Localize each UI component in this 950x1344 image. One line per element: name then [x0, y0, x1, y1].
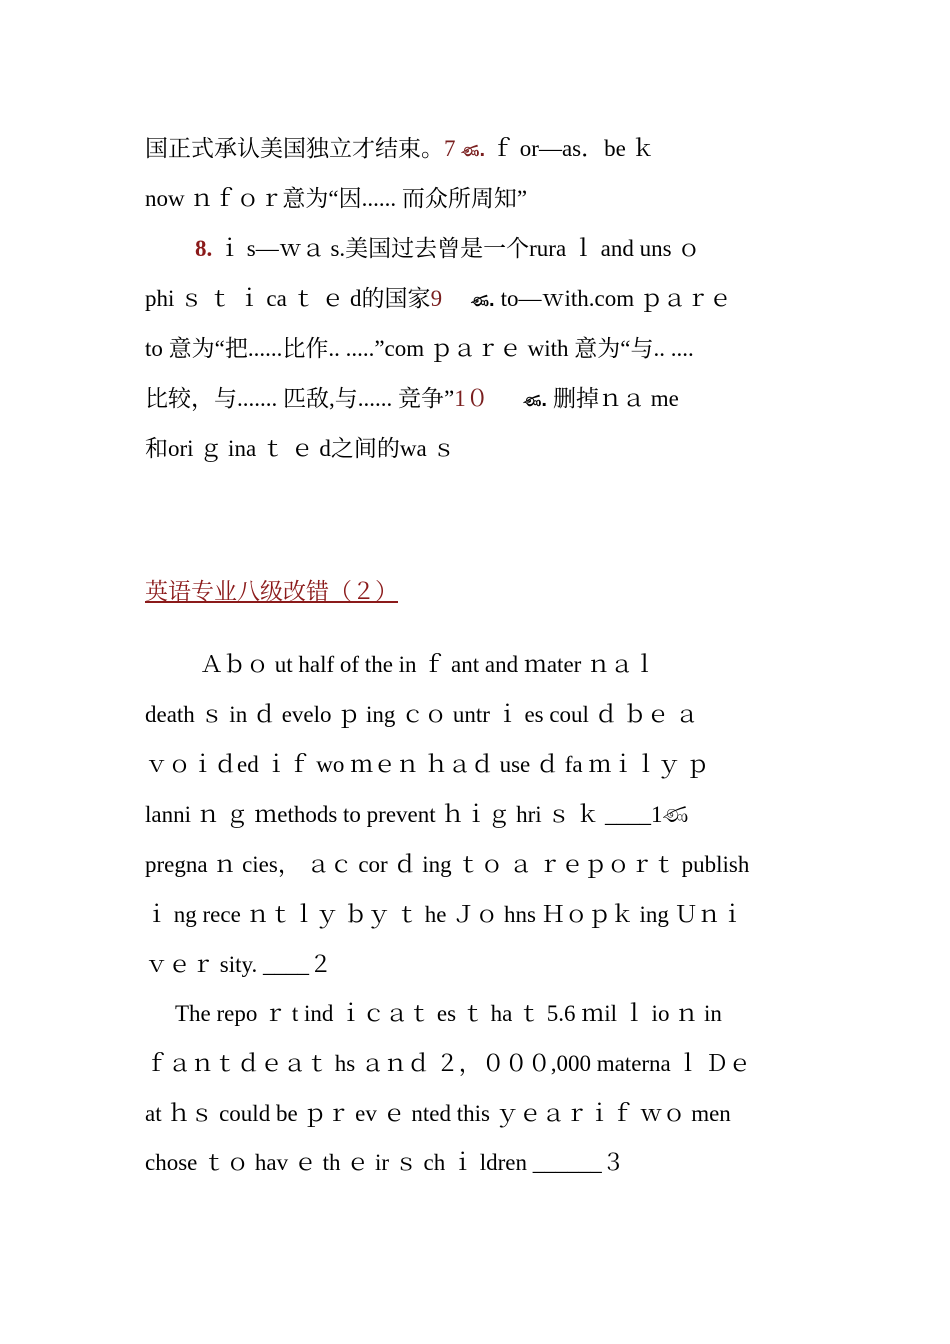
text-line-3	[195, 234, 875, 264]
item-number-7: 7	[444, 136, 456, 161]
passage-line: at ｈｓ could be ｐｒ ev ｅ nted this ｙｅａｒｉｆ ｗｏ men	[145, 1101, 731, 1126]
text-line-6	[145, 384, 825, 416]
text-line-7: 和ori ｇ ina ｔ ｅ d之间的wa ｓ	[145, 436, 456, 461]
line-text: 删掉ｎａ me	[547, 386, 679, 411]
line-text: to—ｗith.com ｐａｒｅ	[494, 286, 732, 311]
passage-line: death ｓ in ｄ evelo ｐ ing ｃｏ untr ｉ es coul ｄ ｂｅ ａ	[145, 702, 699, 727]
passage-line: The repo ｒ t ind ｉｃａｔ es ｔ ha ｔ 5.6 ｍil ｌ io ｎ in	[175, 1001, 722, 1026]
passage-line: Ａｂｏ ut half of the in ｆ ant and ｍater ｎａｌ	[200, 652, 657, 677]
line-text: 比较，与....... 匹敌,与...... 竞争”	[145, 386, 455, 411]
item-mark: ණ.	[523, 391, 548, 410]
text-line-2: now ｎｆｏｒ意为“因...... 而众所周知”	[145, 186, 528, 211]
item-mark: ණ.	[461, 141, 486, 160]
passage-line: pregna ｎ cies， ａｃ cor ｄ ing ｔｏ ａ ｒｅｐｏｒｔ publish	[145, 852, 750, 877]
item-number-8: 8.	[195, 236, 213, 261]
line-text: ｆ or—as．be ｋ	[485, 136, 655, 161]
passage-line: ｖｏｉｄed ｉｆ wo ｍｅｎ ｈａｄ use ｄ fa ｍｉｌｙ ｐ	[145, 752, 710, 777]
passage-line: ｖｅｒ sity. ____２	[145, 952, 332, 977]
line-text: 国正式承认美国独立才结束。	[145, 136, 444, 161]
passage-line: ｉ ng rece ｎｔｌｙ ｂｙ ｔ he Ｊｏ hns Ｈｏｐｋ ing Ｕｎｉ	[145, 902, 744, 927]
text-line-1	[145, 134, 825, 166]
item-number-10: 1０	[454, 386, 489, 411]
line-text: ｉ s—ｗａ s.美国过去曾是一个rura ｌ and uns ｏ	[212, 236, 701, 261]
line-text: phi ｓ ｔ ｉ ca ｔ ｅ d的国家	[145, 286, 431, 311]
item-mark: ණ.	[470, 291, 495, 310]
passage-line: chose ｔｏ hav ｅ th ｅ ir ｓ ch ｉ ldren ______３	[145, 1150, 625, 1175]
passage-line: lanni ｎ ｇ ｍethods to prevent ｈｉｇ hri ｓ ｋ ____1ණ	[145, 802, 689, 827]
text-line-5: to 意为“把......比作.. .....”com ｐａｒｅ with 意为“与.. ....	[145, 336, 694, 361]
item-number-9: 9	[430, 286, 443, 311]
text-line-4	[145, 284, 825, 316]
passage-line: ｆａｎｔｄｅａｔ hs ａｎｄ ２，０００,000 materna ｌ Ｄｅ	[145, 1051, 752, 1076]
section-heading: 英语专业八级改错（２）	[145, 579, 398, 604]
